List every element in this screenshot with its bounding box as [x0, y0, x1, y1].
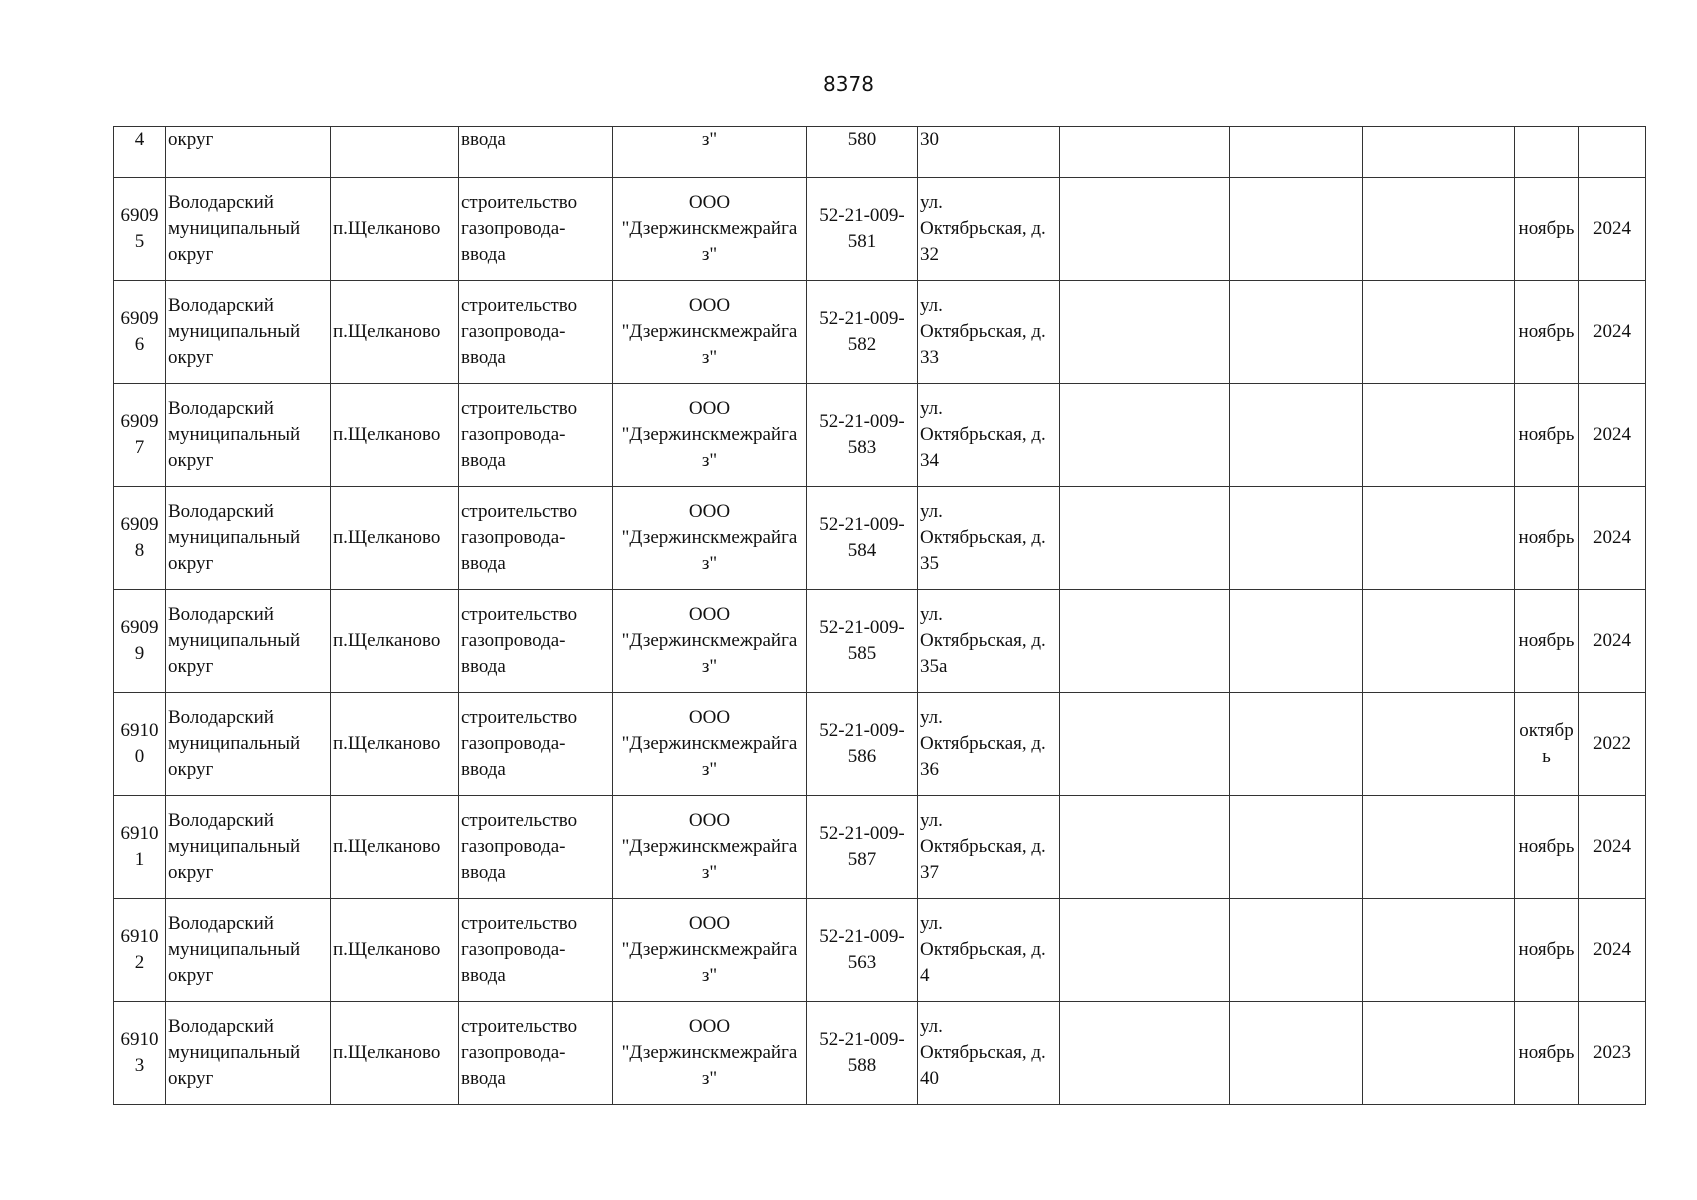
object-code-cell: 52-21-009- 584 — [807, 487, 918, 590]
page-number: 8378 — [823, 72, 874, 96]
row-number-cell: 4 — [114, 127, 166, 178]
table-row — [114, 487, 1646, 590]
object-code-cell: 52-21-009- 586 — [807, 693, 918, 796]
address-cell: ул. Октябрьская, д. 4 — [918, 899, 1060, 1002]
row-number-cell: 6910 1 — [114, 796, 166, 899]
empty-cell — [1230, 487, 1363, 590]
organization-cell: ООО "Дзержинскмежрайга з" — [613, 693, 807, 796]
year-cell: 2022 — [1579, 693, 1646, 796]
empty-cell — [1230, 1002, 1363, 1105]
row-number-cell: 6910 0 — [114, 693, 166, 796]
work-type-cell: строительство газопровода- ввода — [459, 281, 613, 384]
work-type-cell: строительство газопровода- ввода — [459, 487, 613, 590]
address-cell: ул. Октябрьская, д. 35а — [918, 590, 1060, 693]
empty-cell — [1060, 590, 1230, 693]
settlement-cell: п.Щелканово — [331, 590, 459, 693]
district-cell: Володарский муниципальный округ — [166, 899, 331, 1002]
month-cell: ноябрь — [1515, 796, 1579, 899]
month-cell: ноябрь — [1515, 487, 1579, 590]
month-cell — [1515, 127, 1579, 178]
object-code-cell: 52-21-009- 588 — [807, 1002, 918, 1105]
organization-cell: ООО "Дзержинскмежрайга з" — [613, 487, 807, 590]
district-cell: Володарский муниципальный округ — [166, 487, 331, 590]
empty-cell — [1230, 384, 1363, 487]
empty-cell — [1363, 127, 1515, 178]
empty-cell — [1060, 178, 1230, 281]
year-cell: 2024 — [1579, 384, 1646, 487]
empty-cell — [1060, 796, 1230, 899]
empty-cell — [1230, 899, 1363, 1002]
empty-cell — [1060, 693, 1230, 796]
work-type-cell: строительство газопровода- ввода — [459, 693, 613, 796]
empty-cell — [1230, 590, 1363, 693]
empty-cell — [1230, 127, 1363, 178]
row-number-cell: 6909 9 — [114, 590, 166, 693]
month-cell: октябр ь — [1515, 693, 1579, 796]
organization-cell: ООО "Дзержинскмежрайга з" — [613, 1002, 807, 1105]
object-code-cell: 580 — [807, 127, 918, 178]
address-cell: ул. Октябрьская, д. 37 — [918, 796, 1060, 899]
empty-cell — [1060, 487, 1230, 590]
district-cell: Володарский муниципальный округ — [166, 590, 331, 693]
organization-cell: ООО "Дзержинскмежрайга з" — [613, 590, 807, 693]
table-row — [114, 178, 1646, 281]
month-cell: ноябрь — [1515, 281, 1579, 384]
year-cell — [1579, 127, 1646, 178]
empty-cell — [1230, 693, 1363, 796]
address-cell: ул. Октябрьская, д. 32 — [918, 178, 1060, 281]
empty-cell — [1363, 796, 1515, 899]
table-body — [114, 127, 1646, 1105]
district-cell: Володарский муниципальный округ — [166, 693, 331, 796]
work-type-cell: строительство газопровода- ввода — [459, 178, 613, 281]
empty-cell — [1230, 281, 1363, 384]
empty-cell — [1363, 590, 1515, 693]
month-cell: ноябрь — [1515, 590, 1579, 693]
object-code-cell: 52-21-009- 585 — [807, 590, 918, 693]
organization-cell: ООО "Дзержинскмежрайга з" — [613, 899, 807, 1002]
object-code-cell: 52-21-009- 582 — [807, 281, 918, 384]
district-cell: Володарский муниципальный округ — [166, 1002, 331, 1105]
settlement-cell: п.Щелканово — [331, 693, 459, 796]
work-type-cell: строительство газопровода- ввода — [459, 590, 613, 693]
table-row — [114, 693, 1646, 796]
empty-cell — [1060, 384, 1230, 487]
empty-cell — [1230, 178, 1363, 281]
settlement-cell: п.Щелканово — [331, 899, 459, 1002]
empty-cell — [1363, 487, 1515, 590]
row-number-cell: 6910 3 — [114, 1002, 166, 1105]
month-cell: ноябрь — [1515, 1002, 1579, 1105]
year-cell: 2023 — [1579, 1002, 1646, 1105]
settlement-cell: п.Щелканово — [331, 281, 459, 384]
object-code-cell: 52-21-009- 587 — [807, 796, 918, 899]
table-row — [114, 281, 1646, 384]
row-number-cell: 6909 8 — [114, 487, 166, 590]
row-number-cell: 6909 6 — [114, 281, 166, 384]
address-cell: ул. Октябрьская, д. 35 — [918, 487, 1060, 590]
year-cell: 2024 — [1579, 281, 1646, 384]
organization-cell: з" — [613, 127, 807, 178]
table-row — [114, 127, 1646, 178]
empty-cell — [1363, 899, 1515, 1002]
work-type-cell: ввода — [459, 127, 613, 178]
year-cell: 2024 — [1579, 487, 1646, 590]
district-cell: округ — [166, 127, 331, 178]
empty-cell — [1363, 384, 1515, 487]
settlement-cell: п.Щелканово — [331, 487, 459, 590]
month-cell: ноябрь — [1515, 384, 1579, 487]
district-cell: Володарский муниципальный округ — [166, 281, 331, 384]
address-cell: ул. Октябрьская, д. 36 — [918, 693, 1060, 796]
settlement-cell: п.Щелканово — [331, 178, 459, 281]
district-cell: Володарский муниципальный округ — [166, 796, 331, 899]
organization-cell: ООО "Дзержинскмежрайга з" — [613, 384, 807, 487]
settlement-cell — [331, 127, 459, 178]
object-code-cell: 52-21-009- 583 — [807, 384, 918, 487]
registry-table — [113, 126, 1646, 1105]
row-number-cell: 6910 2 — [114, 899, 166, 1002]
year-cell: 2024 — [1579, 590, 1646, 693]
empty-cell — [1363, 178, 1515, 281]
empty-cell — [1363, 1002, 1515, 1105]
table-row — [114, 1002, 1646, 1105]
row-number-cell: 6909 5 — [114, 178, 166, 281]
settlement-cell: п.Щелканово — [331, 1002, 459, 1105]
object-code-cell: 52-21-009- 563 — [807, 899, 918, 1002]
year-cell: 2024 — [1579, 899, 1646, 1002]
address-cell: ул. Октябрьская, д. 34 — [918, 384, 1060, 487]
settlement-cell: п.Щелканово — [331, 796, 459, 899]
empty-cell — [1230, 796, 1363, 899]
year-cell: 2024 — [1579, 178, 1646, 281]
settlement-cell: п.Щелканово — [331, 384, 459, 487]
empty-cell — [1363, 281, 1515, 384]
address-cell: 30 — [918, 127, 1060, 178]
district-cell: Володарский муниципальный округ — [166, 178, 331, 281]
empty-cell — [1060, 281, 1230, 384]
empty-cell — [1060, 1002, 1230, 1105]
empty-cell — [1363, 693, 1515, 796]
organization-cell: ООО "Дзержинскмежрайга з" — [613, 281, 807, 384]
district-cell: Володарский муниципальный округ — [166, 384, 331, 487]
organization-cell: ООО "Дзержинскмежрайга з" — [613, 178, 807, 281]
month-cell: ноябрь — [1515, 899, 1579, 1002]
row-number-cell: 6909 7 — [114, 384, 166, 487]
year-cell: 2024 — [1579, 796, 1646, 899]
organization-cell: ООО "Дзержинскмежрайга з" — [613, 796, 807, 899]
work-type-cell: строительство газопровода- ввода — [459, 1002, 613, 1105]
address-cell: ул. Октябрьская, д. 33 — [918, 281, 1060, 384]
table-row — [114, 899, 1646, 1002]
month-cell: ноябрь — [1515, 178, 1579, 281]
object-code-cell: 52-21-009- 581 — [807, 178, 918, 281]
table-row — [114, 590, 1646, 693]
work-type-cell: строительство газопровода- ввода — [459, 899, 613, 1002]
work-type-cell: строительство газопровода- ввода — [459, 796, 613, 899]
work-type-cell: строительство газопровода- ввода — [459, 384, 613, 487]
table-row — [114, 384, 1646, 487]
empty-cell — [1060, 899, 1230, 1002]
empty-cell — [1060, 127, 1230, 178]
address-cell: ул. Октябрьская, д. 40 — [918, 1002, 1060, 1105]
table-row — [114, 796, 1646, 899]
